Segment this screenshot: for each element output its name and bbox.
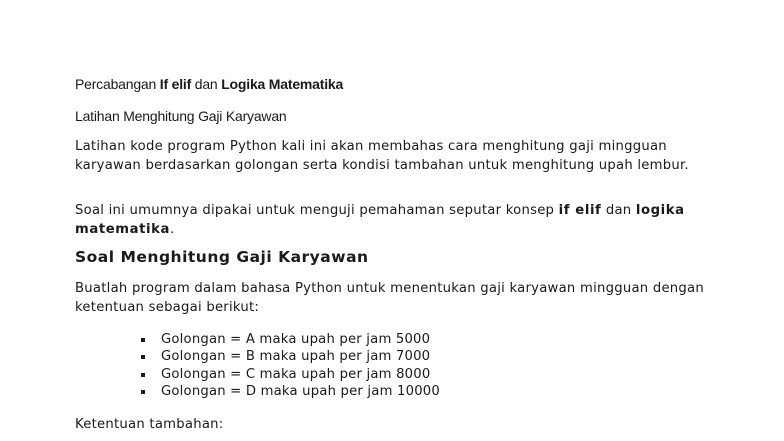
list-item [141,366,440,383]
list-item [141,348,440,365]
list-item-text: Golongan = A maka upah per jam 5000 [161,332,431,347]
title-keyword-logika: Logika Matematika [221,76,344,92]
section-heading: Soal Menghitung Gaji Karyawan [75,248,369,266]
document-title [75,76,343,92]
bullet-icon [141,390,145,394]
purpose-middle: dan [601,203,636,218]
additional-label: Ketentuan tambahan: [75,417,224,432]
purpose-term-if-elif: if elif [558,203,602,218]
list-item [141,331,440,348]
purpose-prefix: Soal ini umumnya dipakai untuk menguji pemahaman seputar konsep [75,203,559,218]
intro-paragraph: Latihan kode program Python kali ini akan membahas cara menghitung gaji mingguan karyawan berdasarkan golongan serta kondisi tambahan untuk menghitung upah lembur. [75,139,689,173]
title-prefix: Percabangan [75,76,160,92]
list-item [141,383,440,400]
title-keyword-if-elif: If elif [159,76,192,92]
rules-list [141,331,440,400]
bullet-icon [141,373,145,377]
list-item-text: Golongan = D maka upah per jam 10000 [161,383,440,399]
task-paragraph: Buatlah program dalam bahasa Python untuk menentukan gaji karyawan mingguan dengan ketentuan sebagai berikut: [75,281,704,315]
purpose-paragraph [75,201,725,239]
purpose-term-logika: logika matematika [75,203,685,237]
bullet-icon [141,355,145,359]
list-item-text: Golongan = B maka upah per jam 7000 [161,349,431,365]
list-item-text: Golongan = C maka upah per jam 8000 [161,366,431,382]
bullet-icon [141,338,145,342]
purpose-suffix: . [170,222,175,237]
title-middle: dan [191,76,222,92]
document-subtitle: Latihan Menghitung Gaji Karyawan [75,108,287,124]
